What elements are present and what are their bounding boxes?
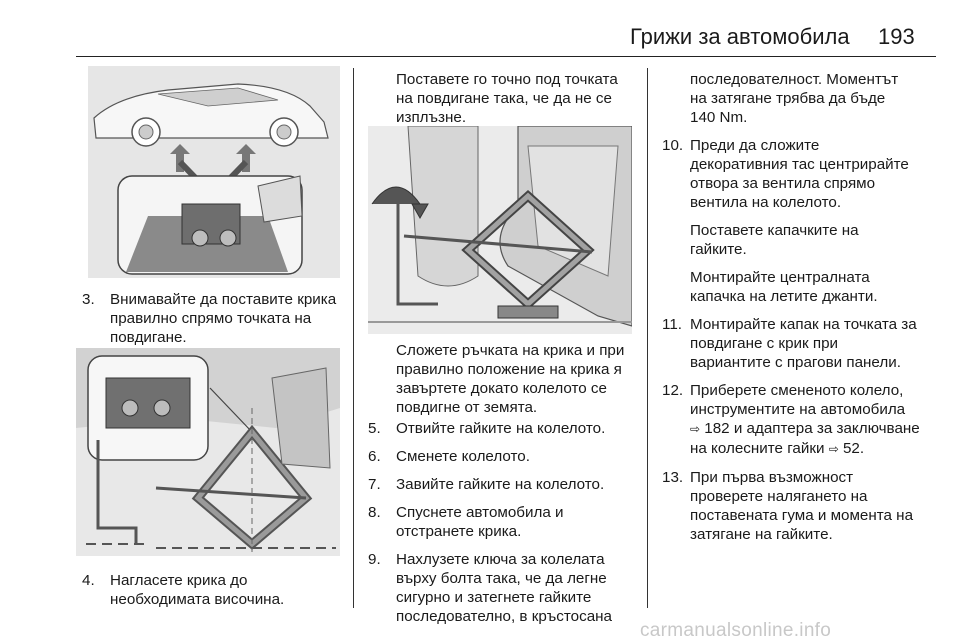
page-ref-arrow-icon[interactable]: ⇨: [690, 422, 701, 436]
header-rule: [76, 56, 936, 57]
left-column-text: [82, 290, 344, 347]
step-number: 12.: [662, 382, 684, 399]
middle-caption: [368, 341, 640, 417]
paragraph-line: Поставете го точно под точката: [396, 71, 618, 88]
step-line: Отвийте гайките на колелото.: [396, 420, 606, 437]
step-line: Приберете смененото колело,: [690, 382, 904, 399]
step-line: При първа възможност: [690, 469, 854, 486]
step-4: [82, 571, 344, 609]
page-ref-arrow-icon[interactable]: ⇨: [828, 442, 839, 456]
step-line: правилно спрямо точката на: [110, 310, 312, 327]
step-line: Завийте гайките на колелото.: [396, 476, 605, 493]
step-line: Преди да сложите: [690, 137, 820, 154]
paragraph-line: Сложете ръчката на крика и при: [396, 342, 625, 359]
step-number: 5.: [368, 420, 381, 437]
paragraph-line: изплъзне.: [396, 109, 467, 126]
page-number: 193: [878, 24, 915, 49]
step-number: 10.: [662, 137, 684, 154]
step-number: 8.: [368, 504, 381, 521]
step-line: Сменете колелото.: [396, 448, 530, 465]
step-7: [368, 475, 640, 494]
step-number: 9.: [368, 551, 381, 568]
step-line: вариантите с прагови панели.: [690, 354, 901, 371]
left-column-text-2: [82, 571, 344, 609]
paragraph-line: последователност. Моментът: [690, 71, 899, 88]
paragraph-line: повдигне от земята.: [396, 399, 538, 416]
step-line: Монтирайте централната: [690, 269, 870, 286]
page-ref-text: 182 и адаптера за заключване: [700, 420, 920, 437]
step-line: Нагласете крика до: [110, 572, 248, 589]
step-line: последователно, в кръстосана: [396, 608, 612, 625]
step-5: [368, 419, 640, 438]
step-line: Монтирайте капак на точката за: [690, 316, 917, 333]
step-number: 7.: [368, 476, 381, 493]
step-number: 4.: [82, 572, 95, 589]
right-column-text: [662, 70, 952, 544]
step-number: 13.: [662, 469, 684, 486]
step-number: 3.: [82, 291, 95, 308]
step-line: върху болта така, че да легне: [396, 570, 607, 587]
step-line: инструментите на автомобила: [690, 401, 906, 418]
paragraph-line: на затягане трябва да бъде: [690, 90, 886, 107]
paragraph-line: правилно положение на крика я: [396, 361, 622, 378]
step-number: 11.: [662, 316, 682, 333]
page-ref-prefix: на колесните гайки: [690, 440, 829, 457]
step-10: [662, 136, 952, 306]
figure-jack-placement: [76, 348, 340, 556]
step-line: Спуснете автомобила и: [396, 504, 564, 521]
step-6: [368, 447, 640, 466]
step-12: [662, 381, 952, 459]
watermark: carmanualsonline.info: [640, 620, 832, 641]
step-line: гайките.: [690, 241, 747, 258]
step-13: [662, 468, 952, 544]
step-number: 6.: [368, 448, 381, 465]
middle-steps: [368, 419, 640, 626]
step-line: необходимата височина.: [110, 591, 285, 608]
step-line-with-ref: [690, 419, 952, 439]
step-line: капачка на летите джанти.: [690, 288, 878, 305]
step-9: [368, 550, 640, 626]
middle-intro: [368, 70, 640, 127]
step-line: поставената гума и момента на: [690, 507, 914, 524]
paragraph-line: 140 Nm.: [690, 109, 748, 126]
step-line-with-ref: [690, 439, 952, 459]
figure-jack-crank: [368, 126, 632, 334]
step-line: проверете налягането на: [690, 488, 868, 505]
figure-lifting-points: [88, 66, 340, 278]
paragraph-line: на повдигане така, че да не се: [396, 90, 612, 107]
step-8: [368, 503, 640, 541]
section-title: Грижи за автомобила: [630, 24, 850, 49]
step-line: Нахлузете ключа за колелата: [396, 551, 605, 568]
step-line: повдигане.: [110, 329, 187, 346]
step-line: Внимавайте да поставите крика: [110, 291, 337, 308]
page-ref-text: 52.: [838, 440, 865, 457]
step-line: отвора за вентила спрямо: [690, 175, 876, 192]
step-11: [662, 315, 952, 372]
column-divider-2: [647, 68, 648, 608]
step-line: сигурно и затегнете гайките: [396, 589, 592, 606]
step-line: повдигане с крик при: [690, 335, 839, 352]
step-line: декоративния тас центрирайте: [690, 156, 909, 173]
continued-paragraph: [662, 70, 952, 127]
step-line: затягане на гайките.: [690, 526, 833, 543]
step-line: Поставете капачките на: [690, 222, 859, 239]
column-divider-1: [353, 68, 354, 608]
step-line: отстранете крика.: [396, 523, 522, 540]
step-3: [82, 290, 344, 347]
step-line: вентила на колелото.: [690, 194, 842, 211]
paragraph-line: завъртете докато колелото се: [396, 380, 607, 397]
